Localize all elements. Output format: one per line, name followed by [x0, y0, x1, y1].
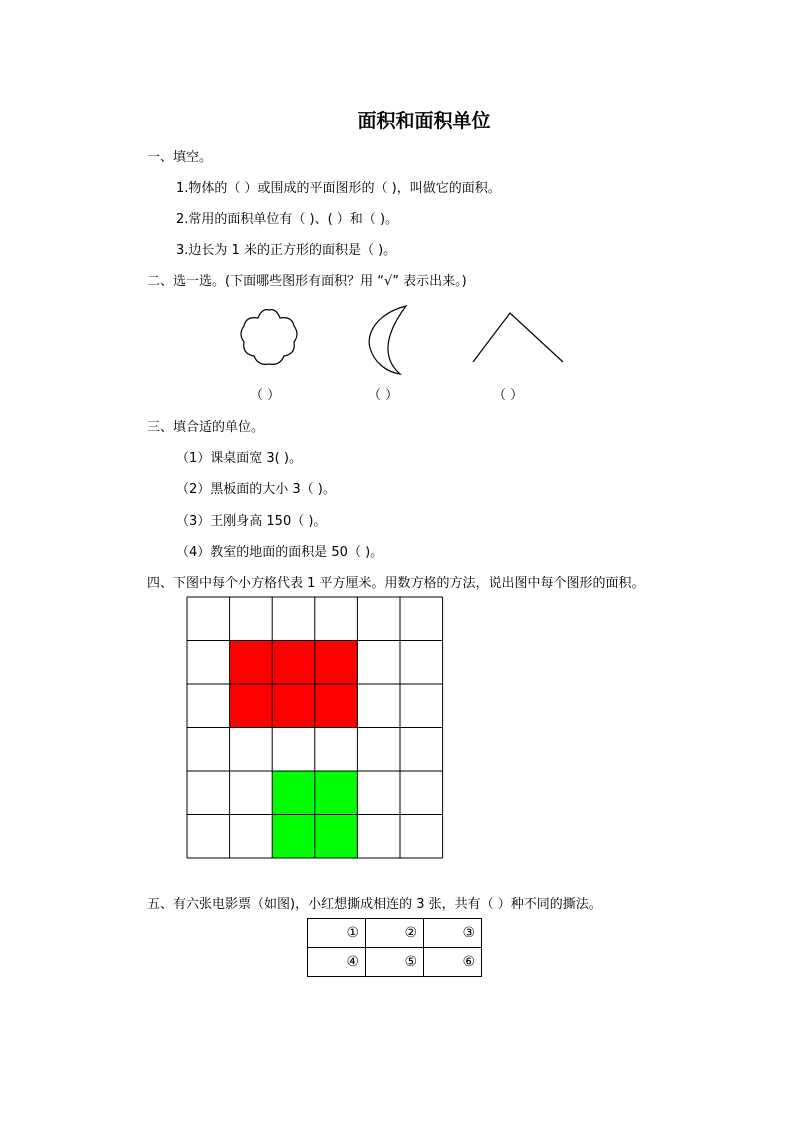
section-3-item-1: （1）课桌面宽 3( )。: [176, 451, 302, 466]
section-1-item-3: 3.边长为 1 米的正方形的面积是（ )。: [176, 243, 397, 258]
section-1-item-1: 1.物体的（ ）或围成的平面图形的（ )，叫做它的面积。: [176, 181, 501, 196]
answer-blank-2[interactable]: （ ）: [368, 388, 399, 403]
ticket-4: ④: [308, 948, 366, 977]
section-4-heading: 四、下图中每个小方格代表 1 平方厘米。用数方格的方法，说出图中每个图形的面积。: [147, 576, 645, 591]
section-5-heading: 五、有六张电影票（如图)，小红想撕成相连的 3 张，共有（ ）种不同的撕法。: [147, 897, 602, 912]
ticket-6: ⑥: [424, 948, 482, 977]
ticket-5: ⑤: [366, 948, 424, 977]
section-3-item-2: （2）黑板面的大小 3（ )。: [176, 482, 336, 497]
square-grid: [186, 596, 446, 862]
page-title: 面积和面积单位: [357, 110, 491, 132]
ticket-1: ①: [308, 919, 366, 948]
section-3-heading: 三、填合适的单位。: [147, 420, 265, 435]
ticket-grid: [307, 918, 482, 977]
ticket-2: ②: [366, 919, 424, 948]
cloud-shape-icon: [236, 306, 302, 368]
section-3-item-3: （3）王刚身高 150（ )。: [176, 514, 327, 529]
crescent-shape-icon: [366, 304, 412, 376]
angle-shape-icon: [470, 310, 566, 366]
section-3-item-4: （4）教室的地面的面积是 50（ )。: [176, 545, 384, 560]
ticket-3: ③: [424, 919, 482, 948]
section-1-item-2: 2.常用的面积单位有（ )、( ）和（ )。: [176, 212, 399, 227]
section-1-heading: 一、填空。: [147, 150, 213, 165]
section-2-heading: 二、选一选。(下面哪些图形有面积？用 “√” 表示出来。): [147, 274, 467, 289]
answer-blank-3[interactable]: （ ）: [493, 388, 524, 403]
answer-blank-1[interactable]: （ ）: [250, 388, 281, 403]
